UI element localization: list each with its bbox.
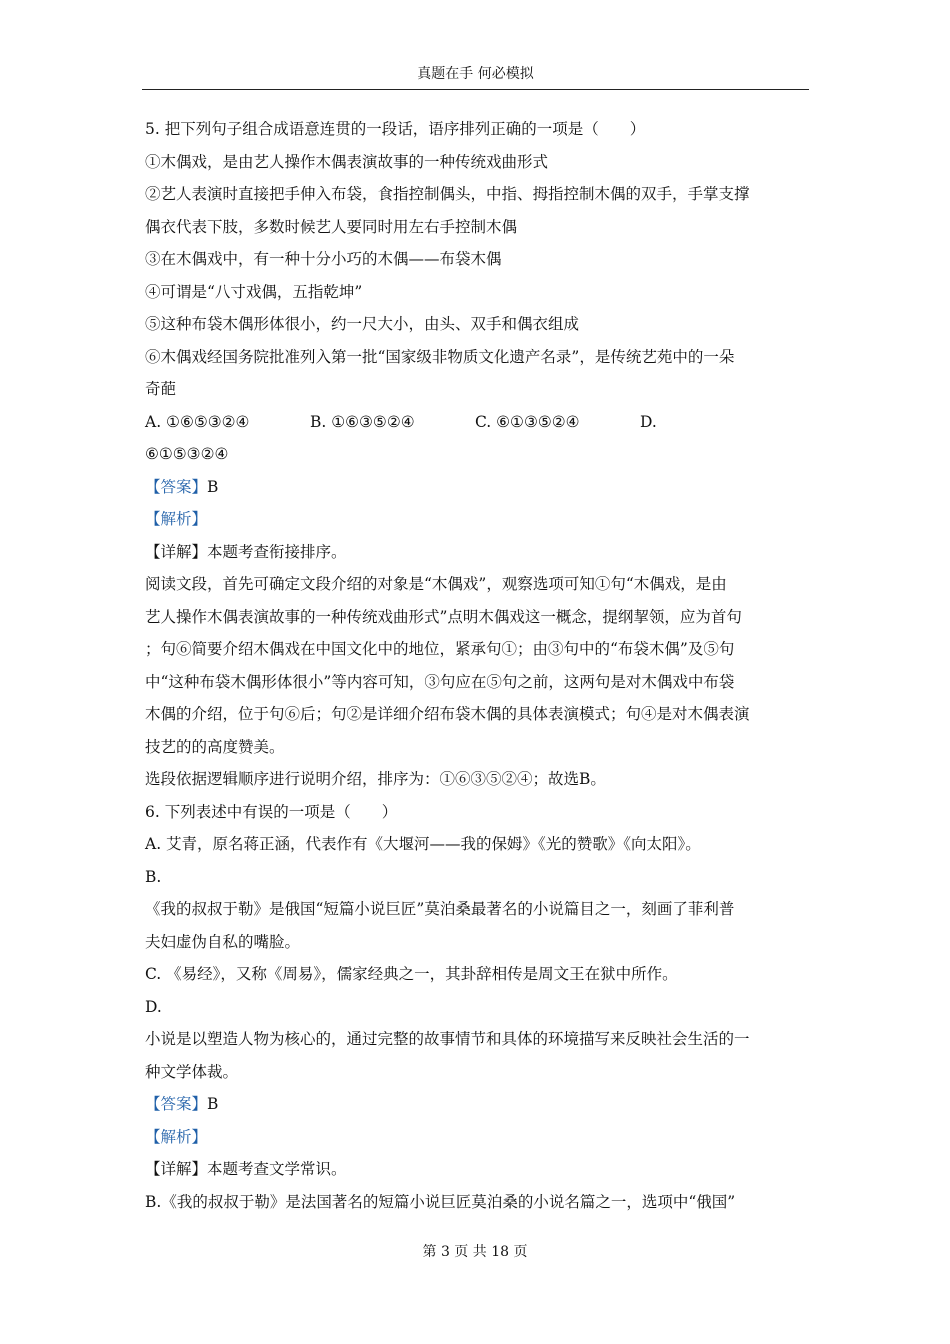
q6-stem: 6. 下列表述中有误的一项是（ ） bbox=[145, 802, 398, 821]
q5-answer bbox=[145, 471, 805, 504]
detail-tag: 【详解】 bbox=[145, 1160, 208, 1178]
q5-sentence-5: ⑤这种布袋木偶形体很小，约一尺大小，由头、双手和偶衣组成 bbox=[145, 315, 580, 333]
page-header: 真题在手 何必模拟 bbox=[417, 66, 534, 82]
q5-option-d: D. bbox=[640, 412, 657, 431]
q5-sentence-6a: ⑥木偶戏经国务院批准列入第一批“国家级非物质文化遗产名录”，是传统艺苑中的一朵 bbox=[145, 347, 735, 366]
q6-option-c: C. 《易经》，又称《周易》，儒家经典之一，其卦辞相传是周文王在狱中所作。 bbox=[145, 965, 678, 983]
document-body bbox=[145, 113, 805, 1218]
q5-explanation-4: 中“这种布袋木偶形体很小”等内容可知，③句应在⑤句之前，这两句是对木偶戏中布袋 bbox=[145, 672, 735, 691]
q6-answer bbox=[145, 1088, 805, 1121]
q6-option-b: B. bbox=[145, 867, 162, 886]
q6-option-b-text-1: 《我的叔叔于勒》是俄国“短篇小说巨匠”莫泊桑最著名的小说篇目之一，刻画了菲利普 bbox=[145, 900, 735, 918]
q5-analysis bbox=[145, 503, 805, 536]
answer-tag: 【答案】 bbox=[145, 477, 208, 496]
answer-value: B bbox=[207, 477, 219, 496]
detail-text: 本题考查文学常识。 bbox=[207, 1160, 347, 1178]
q5-sentence-3: ③在木偶戏中，有一种十分小巧的木偶——布袋木偶 bbox=[145, 250, 502, 268]
answer-tag: 【答案】 bbox=[145, 1095, 208, 1113]
q5-explanation-2: 艺人操作木偶表演故事的一种传统戏曲形式”点明木偶戏这一概念，提纲挈领，应为首句 bbox=[145, 607, 742, 626]
analysis-tag: 【解析】 bbox=[145, 510, 208, 528]
q5-option-b: B. ①⑥③⑤②④ bbox=[310, 412, 415, 431]
q5-sentence-1: ①木偶戏，是由艺人操作木偶表演故事的一种传统戏曲形式 bbox=[145, 152, 549, 171]
q6-analysis bbox=[145, 1121, 805, 1154]
q6-detail bbox=[145, 1153, 805, 1186]
q5-detail bbox=[145, 536, 805, 569]
q5-option-c: C. ⑥①③⑤②④ bbox=[475, 412, 580, 431]
q5-sentence-6b: 奇葩 bbox=[145, 380, 177, 398]
page-footer: 第 3 页 共 18 页 bbox=[422, 1244, 528, 1260]
q6-explanation-1: B.《我的叔叔于勒》是法国著名的短篇小说巨匠莫泊桑的小说名篇之一，选项中“俄国” bbox=[145, 1192, 736, 1211]
q5-sentence-2b: 偶衣代表下肢，多数时候艺人要同时用左右手控制木偶 bbox=[145, 217, 518, 236]
q6-option-d-text-1: 小说是以塑造人物为核心的，通过完整的故事情节和具体的环境描写来反映社会生活的一 bbox=[145, 1030, 750, 1048]
answer-value: B bbox=[207, 1095, 219, 1113]
header-divider bbox=[142, 89, 809, 90]
q5-sentence-4: ④可谓是“八寸戏偶，五指乾坤” bbox=[145, 282, 363, 301]
detail-tag: 【详解】 bbox=[145, 542, 208, 561]
q6-option-d: D. bbox=[145, 997, 162, 1016]
q5-options bbox=[145, 406, 805, 439]
detail-text: 本题考查衔接排序。 bbox=[207, 542, 347, 561]
q5-explanation-3: ；句⑥简要介绍木偶戏在中国文化中的地位，紧承句①；由③句中的“布袋木偶”及⑤句 bbox=[145, 640, 735, 658]
q5-stem: 5. 把下列句子组合成语意连贯的一段话，语序排列正确的一项是（ ） bbox=[145, 120, 646, 138]
q5-option-a: A. ①⑥⑤③②④ bbox=[145, 412, 250, 431]
q5-explanation-7: 选段依据逻辑顺序进行说明介绍，排序为：①⑥③⑤②④；故选B。 bbox=[145, 770, 606, 788]
q5-explanation-6: 技艺的的高度赞美。 bbox=[145, 737, 285, 756]
q5-explanation-5: 木偶的介绍，位于句⑥后；句②是详细介绍布袋木偶的具体表演模式；句④是对木偶表演 bbox=[145, 705, 750, 723]
q5-sentence-2a: ②艺人表演时直接把手伸入布袋，食指控制偶头，中指、拇指控制木偶的双手，手掌支撑 bbox=[145, 185, 750, 203]
q6-option-b-text-2: 夫妇虚伪自私的嘴脸。 bbox=[145, 932, 301, 951]
analysis-tag: 【解析】 bbox=[145, 1127, 208, 1146]
q5-option-d-text: ⑥①⑤③②④ bbox=[145, 445, 229, 463]
q6-option-a: A. 艾青，原名蒋正涵，代表作有《大堰河——我的保姆》《光的赞歌》《向太阳》。 bbox=[145, 835, 701, 853]
q5-explanation-1: 阅读文段，首先可确定文段介绍的对象是“木偶戏”，观察选项可知①句“木偶戏，是由 bbox=[145, 575, 727, 593]
q6-option-d-text-2: 种文学体裁。 bbox=[145, 1062, 239, 1081]
